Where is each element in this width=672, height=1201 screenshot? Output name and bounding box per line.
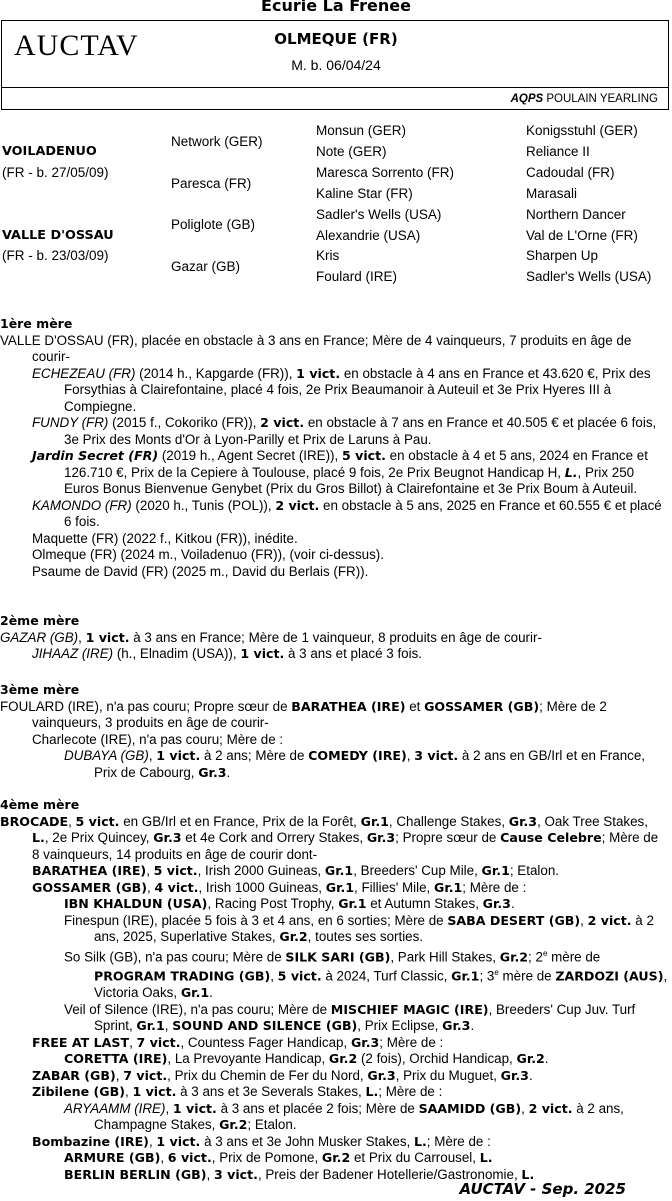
- ped-gen2: Network (GER): [171, 134, 263, 149]
- fourth-dam-section: 4ème mère BROCADE, 5 vict. en GB/Irl et en France, Prix de la Forêt, Gr.1, Challenge Stakes, Gr.3, Oak Tree Stakes, L., 2e Prix Quincey, Gr.3 et 4e Cork and Orrery Stakes, Gr.3; Propre sœur de Cause Celebre; Mère de 8 vainqueurs, 14 produits en âge de courir dont- BARATHEA (IRE), 5 vict., Irish 2000 Guineas, Gr.1, Breeders' Cup Mile, Gr.1; Etalon. GOSSAMER (GB), 4 vict., Irish 1000 Guineas, Gr.1, Fillies' Mile, Gr.1; Mère de : IBN KHALDUN (USA), Racing Post Trophy, Gr.1 et Autumn Stakes, Gr.3. Finespun (IRE), placée 5 fois à 3 et 4 ans, en 6 sorties; Mère de SABA DESERT (GB), 2 vict. à 2 ans, 2025, Superlative Stakes, Gr.2, toutes ses sorties. So Silk (GB), n'a pas couru; Mère de SILK SARI (GB), Park Hill Stakes, Gr.2; 2e mère de PROGRAM TRADING (GB), 5 vict. à 2024, Turf Classic, Gr.1; 3e mère de ZARDOZI (AUS), Victoria Oaks, Gr.1. Veil of Silence (IRE), n'a pas couru; Mère de MISCHIEF MAGIC (IRE), Breeders' Cup Juv. Turf Sprint, Gr.1, SOUND AND SILENCE (GB), Prix Eclipse, Gr.3. FREE AT LAST, 7 vict., Countess Fager Handicap, Gr.3; Mère de : CORETTA (IRE), La Prevoyante Handicap, Gr.2 (2 fois), Orchid Handicap, Gr.2. ZABAR (GB), 7 vict., Prix du Chemin de Fer du Nord, Gr.3, Prix du Muguet, Gr.3. Zibilene (GB), 1 vict. à 3 ans et 3e Severals Stakes, L.; Mère de : ARYAAMM (IRE), 1 vict. à 3 ans et placée 2 fois; Mère de SAAMIDD (GB), 2 vict. à 2 ans, Champagne Stakes, Gr.2; Etalon. Bombazine (IRE), 1 vict. à 3 ans et 3e John Musker Stakes, L.; Mère de : ARMURE (GB), 6 vict., Prix de Pomone, Gr.2 et Prix du Carrousel, L. BERLIN BERLIN (GB), 3 vict., Preis der Badener Hotellerie/Gastronomie, L.: [0, 797, 668, 1182]
- section-heading: 1ère mère: [0, 316, 73, 331]
- ped-gen3: Kris: [316, 248, 340, 263]
- section-heading: 3ème mère: [0, 682, 80, 697]
- first-dam-section: 1ère mère VALLE D'OSSAU (FR), placée en obstacle à 3 ans en France; Mère de 4 vainqueurs, 7 produits en âge de courir- ECHEZEAU (FR) (2014 h., Kapgarde (FR)), 1 vict. en obstacle à 4 ans en France et 43.620 €, Prix des Forsythias à Clairefontaine, placé 4 fois, 2e Prix Beaumanoir à Auteuil et 3e Prix Hyeres III à Compiegne. FUNDY (FR) (2015 f., Cokoriko (FR)), 2 vict. en obstacle à 7 ans en France et 40.505 € et placée 6 fois, 3e Prix des Monts d'Or à Lyon-Parilly et Prix de Laruns à Pau. Jardin Secret (FR) (2019 h., Agent Secret (IRE)), 5 vict. en obstacle à 4 et 5 ans, 2024 en France et 126.710 €, Prix de la Cepiere à Toulouse, placé 9 fois, 2e Prix Beugnot Handicap H, L., Prix 250 Euros Bonus Bienvenue Genybet (Prix du Gros Billot) à Clairefontaine et 3e Prix Boum à Auteuil. KAMONDO (FR) (2020 h., Tunis (POL)), 2 vict. en obstacle à 5 ans, 2025 en France et 60.555 € et placé 6 fois. Maquette (FR) (2022 f., Kitkou (FR)), inédite. Olmeque (FR) (2024 m., Voiladenuo (FR)), (voir ci-dessus). Psaume de David (FR) (2025 m., David du Berlais (FR)).: [0, 316, 668, 580]
- horse-name: OLMEQUE (FR): [274, 30, 398, 48]
- ped-gen2: Paresca (FR): [171, 176, 252, 191]
- stable-title: Ecurie La Frenee: [261, 0, 411, 15]
- dam-name: VALLE D'OSSAU: [2, 228, 114, 243]
- ped-gen3: Sadler's Wells (USA): [316, 207, 442, 222]
- ped-gen4: Sadler's Wells (USA): [526, 269, 652, 284]
- second-dam-section: 2ème mère GAZAR (GB), 1 vict. à 3 ans en France; Mère de 1 vainqueur, 8 produits en âge de courir- JIHAAZ (IRE) (h., Elnadim (USA)), 1 vict. à 3 ans et placé 3 fois.: [0, 613, 668, 663]
- ped-gen2: Gazar (GB): [171, 259, 241, 274]
- ped-gen3: Monsun (GER): [316, 123, 407, 138]
- dam-info: (FR - b. 23/03/09): [2, 248, 109, 263]
- category: AQPS POULAIN YEARLING: [510, 93, 658, 105]
- third-dam-section: 3ème mère FOULARD (IRE), n'a pas couru; Propre sœur de BARATHEA (IRE) et GOSSAMER (GB); Mère de 2 vainqueurs, 3 produits en âge de courir- Charlecote (IRE), n'a pas couru; Mère de : DUBAYA (GB), 1 vict. à 2 ans; Mère de COMEDY (IRE), 3 vict. à 2 ans en GB/Irl et en France, Prix de Cabourg, Gr.3.: [0, 682, 668, 781]
- ped-gen3: Note (GER): [316, 144, 387, 159]
- ped-gen3: Kaline Star (FR): [316, 186, 413, 201]
- ped-gen3: Alexandrie (USA): [316, 228, 421, 243]
- footer-signature: AUCTAV - Sep. 2025: [459, 1180, 626, 1198]
- sire-info: (FR - b. 27/05/09): [2, 165, 109, 180]
- ped-gen4: Marasali: [526, 186, 578, 201]
- ped-gen2: Poliglote (GB): [171, 217, 256, 232]
- ped-gen4: Northern Dancer: [526, 207, 626, 222]
- horse-info: M. b. 06/04/24: [291, 57, 381, 73]
- ped-gen4: Konigsstuhl (GER): [526, 123, 638, 138]
- ped-gen4: Sharpen Up: [526, 248, 599, 263]
- section-heading: 2ème mère: [0, 613, 80, 628]
- ped-gen4: Cadoudal (FR): [526, 165, 615, 180]
- sire-name: VOILADENUO: [2, 144, 97, 159]
- ped-gen4: Val de L'Orne (FR): [526, 228, 638, 243]
- ped-gen3: Maresca Sorrento (FR): [316, 165, 455, 180]
- ped-gen4: Reliance II: [526, 144, 590, 159]
- section-heading: 4ème mère: [0, 797, 80, 812]
- auctav-logo: AUCTAV: [14, 29, 139, 62]
- ped-gen3: Foulard (IRE): [316, 269, 398, 284]
